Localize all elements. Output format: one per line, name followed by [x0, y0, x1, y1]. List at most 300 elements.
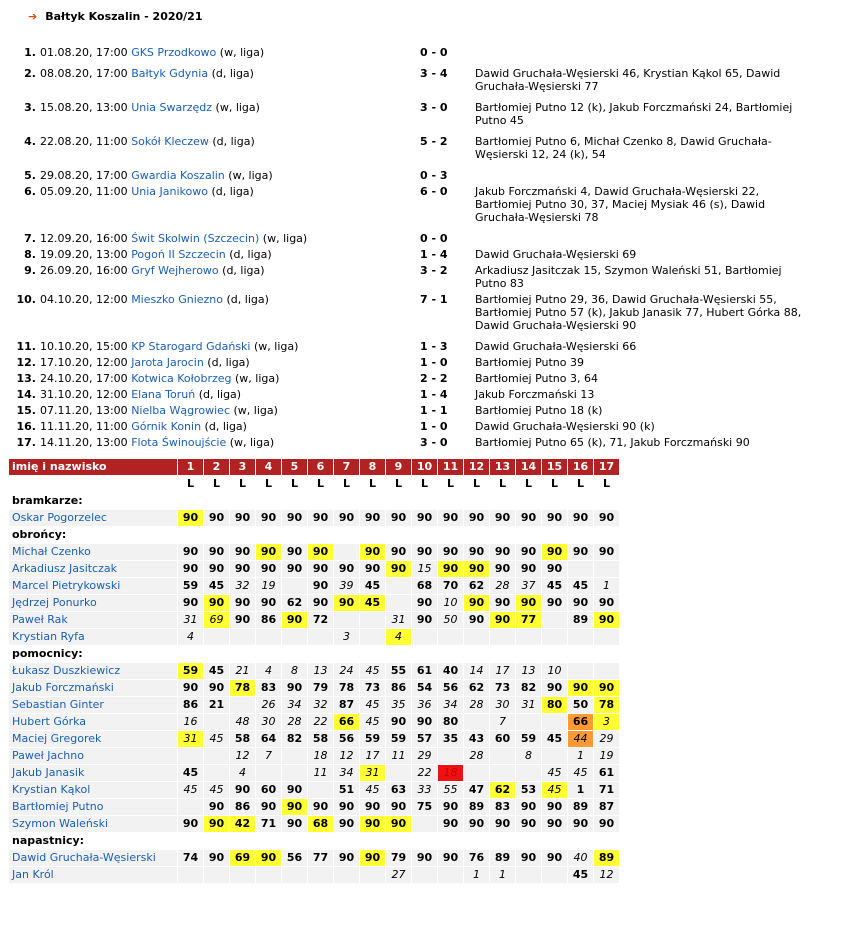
opponent-link[interactable]: Mieszko Gniezno — [131, 293, 224, 306]
minutes-cell: 50 — [438, 612, 463, 628]
minutes-cell — [386, 595, 411, 611]
minutes-cell: 24 — [334, 663, 359, 679]
minutes-cell — [438, 867, 463, 883]
match-number: 11. — [16, 340, 36, 353]
player-name-cell — [9, 697, 177, 713]
match-scorers: Dawid Gruchała-Węsierski 69 — [475, 248, 637, 261]
minutes-cell: 90 — [412, 850, 437, 866]
match-score: 1 - 3 — [420, 340, 448, 353]
minutes-cell: 90 — [282, 799, 307, 815]
minutes-cell: 90 — [334, 816, 359, 832]
match-info — [40, 403, 420, 419]
group-row — [9, 527, 619, 543]
header-match-number: 2 — [204, 459, 229, 475]
match-scorers: Dawid Gruchała-Węsierski 46, Krystian Kąkol 65, Dawid Gruchała-Węsierski 77 — [475, 67, 781, 93]
minutes-cell: 39 — [334, 578, 359, 594]
match-score: 3 - 2 — [420, 264, 448, 277]
minutes-cell — [360, 612, 385, 628]
minutes-cell: 45 — [568, 578, 593, 594]
minutes-cell: 90 — [542, 680, 567, 696]
player-row — [9, 850, 619, 866]
minutes-cell: 87 — [594, 799, 619, 815]
minutes-cell — [204, 714, 229, 730]
minutes-cell: 90 — [178, 680, 203, 696]
match-scorers: Bartłomiej Putno 18 (k) — [475, 404, 603, 417]
minutes-cell: 90 — [542, 510, 567, 526]
minutes-cell: 66 — [334, 714, 359, 730]
minutes-cell: 90 — [360, 561, 385, 577]
header-match-number: 8 — [360, 459, 385, 475]
minutes-cell: 40 — [568, 850, 593, 866]
match-scorers: Jakub Forczmański 13 — [475, 388, 595, 401]
player-name-cell — [9, 680, 177, 696]
minutes-cell — [230, 697, 255, 713]
minutes-cell: 72 — [308, 612, 333, 628]
minutes-cell — [282, 765, 307, 781]
match-row — [14, 387, 805, 403]
match-scorers: Bartłomiej Putno 39 — [475, 356, 584, 369]
player-link[interactable]: Oskar Pogorzelec — [12, 511, 107, 524]
minutes-cell: 57 — [412, 731, 437, 747]
minutes-cell: 58 — [308, 731, 333, 747]
minutes-cell: 13 — [308, 663, 333, 679]
minutes-cell — [386, 765, 411, 781]
match-note: (w, liga) — [259, 232, 308, 245]
minutes-cell: 56 — [282, 850, 307, 866]
match-scorers: Bartłomiej Putno 12 (k), Jakub Forczmański 24, Bartłomiej Putno 45 — [475, 101, 793, 127]
minutes-cell: 90 — [490, 595, 515, 611]
minutes-cell: 4 — [256, 663, 281, 679]
opponent-link[interactable]: Flota Świnoujście — [131, 436, 227, 449]
match-row — [14, 355, 805, 371]
league-marker: L — [342, 477, 350, 490]
player-link[interactable]: Jędrzej Ponurko — [12, 596, 97, 609]
league-marker: L — [394, 477, 402, 490]
match-note: (d, liga) — [225, 248, 272, 261]
match-score: 1 - 4 — [420, 388, 448, 401]
minutes-cell: 90 — [464, 816, 489, 832]
match-score: 0 - 0 — [420, 232, 448, 245]
minutes-cell: 11 — [386, 748, 411, 764]
minutes-cell — [230, 629, 255, 645]
player-link[interactable]: Jakub Forczmański — [12, 681, 114, 694]
minutes-cell: 90 — [386, 714, 411, 730]
minutes-cell: 73 — [360, 680, 385, 696]
minutes-cell: 45 — [568, 867, 593, 883]
opponent-link[interactable]: Unia Janikowo — [131, 185, 208, 198]
minutes-cell: 83 — [256, 680, 281, 696]
minutes-cell: 90 — [282, 816, 307, 832]
minutes-cell: 35 — [438, 731, 463, 747]
minutes-cell: 89 — [568, 799, 593, 815]
match-date: 05.09.20, 11:00 — [40, 185, 132, 198]
minutes-cell: 54 — [412, 680, 437, 696]
league-marker: L — [602, 477, 610, 490]
opponent-link[interactable]: Sokół Kleczew — [131, 135, 209, 148]
minutes-cell — [516, 714, 541, 730]
header-match-number: 1 — [178, 459, 203, 475]
match-note: (w, liga) — [212, 101, 260, 114]
minutes-cell: 90 — [438, 561, 463, 577]
player-link[interactable]: Bartłomiej Putno — [12, 800, 104, 813]
group-label: pomocnicy: — [9, 646, 619, 662]
player-link[interactable]: Jan Król — [12, 868, 54, 881]
minutes-cell — [412, 867, 437, 883]
player-link[interactable]: Krystian Ryfa — [12, 630, 85, 643]
minutes-cell: 90 — [568, 816, 593, 832]
player-row — [9, 714, 619, 730]
minutes-cell: 47 — [464, 782, 489, 798]
match-row — [14, 61, 805, 95]
minutes-cell — [334, 867, 359, 883]
minutes-cell: 68 — [412, 578, 437, 594]
minutes-cell: 12 — [594, 867, 619, 883]
minutes-cell: 90 — [438, 850, 463, 866]
minutes-cell: 90 — [230, 612, 255, 628]
minutes-cell: 1 — [568, 748, 593, 764]
minutes-cell: 4 — [386, 629, 411, 645]
match-number: 5. — [24, 169, 36, 182]
player-name-cell — [9, 867, 177, 883]
minutes-cell: 90 — [412, 510, 437, 526]
minutes-cell: 90 — [256, 544, 281, 560]
minutes-cell: 76 — [464, 850, 489, 866]
minutes-cell: 45 — [568, 765, 593, 781]
match-scorers: Jakub Forczmański 4, Dawid Gruchała-Węsierski 22, Bartłomiej Putno 30, 37, Maciej Mysiak 46 (s), Dawid Gruchała-Węsierski 78 — [475, 185, 766, 224]
opponent-link[interactable]: Gryf Wejherowo — [131, 264, 219, 277]
match-row — [14, 247, 805, 263]
minutes-cell: 90 — [282, 544, 307, 560]
league-row — [9, 476, 619, 492]
minutes-cell: 59 — [386, 731, 411, 747]
minutes-cell: 61 — [412, 663, 437, 679]
minutes-cell — [178, 748, 203, 764]
minutes-cell: 90 — [230, 510, 255, 526]
minutes-cell: 77 — [516, 612, 541, 628]
minutes-cell: 90 — [256, 850, 281, 866]
minutes-cell: 13 — [516, 663, 541, 679]
minutes-cell — [308, 867, 333, 883]
minutes-cell: 45 — [360, 663, 385, 679]
minutes-cell: 64 — [256, 731, 281, 747]
minutes-cell: 45 — [542, 765, 567, 781]
minutes-cell: 77 — [308, 850, 333, 866]
league-marker: L — [498, 477, 506, 490]
match-note: (w, liga) — [250, 340, 299, 353]
match-score: 3 - 4 — [420, 67, 448, 80]
minutes-cell — [568, 663, 593, 679]
minutes-cell: 90 — [412, 714, 437, 730]
minutes-cell: 60 — [490, 731, 515, 747]
league-marker: L — [238, 477, 246, 490]
match-row — [14, 163, 805, 184]
header-match-number: 15 — [542, 459, 567, 475]
opponent-link[interactable]: Nielba Wągrowiec — [131, 404, 230, 417]
minutes-cell: 90 — [256, 595, 281, 611]
minutes-cell: 45 — [542, 782, 567, 798]
match-number: 2. — [24, 67, 36, 80]
minutes-cell: 83 — [490, 799, 515, 815]
player-link[interactable]: Paweł Jachno — [12, 749, 84, 762]
match-note: (d, liga) — [208, 135, 255, 148]
minutes-cell: 22 — [412, 765, 437, 781]
league-marker: L — [290, 477, 298, 490]
minutes-cell — [360, 867, 385, 883]
minutes-cell: 90 — [464, 612, 489, 628]
minutes-cell — [178, 867, 203, 883]
match-note: (w, liga) — [226, 436, 275, 449]
minutes-cell: 90 — [204, 816, 229, 832]
opponent-link[interactable]: Elana Toruń — [131, 388, 196, 401]
minutes-cell: 62 — [490, 782, 515, 798]
minutes-cell: 90 — [438, 510, 463, 526]
minutes-cell: 78 — [594, 697, 619, 713]
minutes-cell: 90 — [282, 561, 307, 577]
player-link[interactable]: Szymon Waleński — [12, 817, 109, 830]
minutes-cell — [490, 629, 515, 645]
match-date: 31.10.20, 12:00 — [40, 388, 132, 401]
minutes-cell — [542, 714, 567, 730]
minutes-cell: 71 — [256, 816, 281, 832]
minutes-cell: 1 — [464, 867, 489, 883]
minutes-cell: 90 — [542, 544, 567, 560]
player-link[interactable]: Paweł Rak — [12, 613, 68, 626]
minutes-cell: 90 — [204, 850, 229, 866]
minutes-cell: 56 — [334, 731, 359, 747]
match-scorers — [475, 45, 805, 61]
minutes-cell: 90 — [412, 595, 437, 611]
player-link[interactable]: Dawid Gruchała-Węsierski — [12, 851, 156, 864]
minutes-cell — [412, 816, 437, 832]
match-note: (w, liga) — [230, 404, 278, 417]
minutes-cell: 90 — [204, 561, 229, 577]
minutes-cell: 89 — [568, 612, 593, 628]
minutes-cell: 34 — [282, 697, 307, 713]
match-score: 3 - 0 — [420, 101, 448, 114]
match-date: 19.09.20, 13:00 — [40, 248, 132, 261]
league-marker: L — [368, 477, 376, 490]
minutes-cell: 90 — [386, 816, 411, 832]
match-number: 1. — [24, 46, 36, 59]
player-row — [9, 612, 619, 628]
match-score: 2 - 2 — [420, 372, 448, 385]
match-row — [14, 371, 805, 387]
group-row — [9, 493, 619, 509]
match-date: 14.11.20, 13:00 — [40, 436, 132, 449]
minutes-cell — [568, 629, 593, 645]
player-row — [9, 867, 619, 883]
match-info — [40, 45, 420, 61]
minutes-cell: 90 — [308, 544, 333, 560]
minutes-cell: 28 — [464, 748, 489, 764]
player-name-cell — [9, 799, 177, 815]
minutes-cell — [594, 561, 619, 577]
minutes-cell: 22 — [308, 714, 333, 730]
match-number: 3. — [24, 101, 36, 114]
minutes-cell: 90 — [204, 544, 229, 560]
minutes-cell: 90 — [516, 544, 541, 560]
player-name-cell — [9, 544, 177, 560]
minutes-cell — [282, 578, 307, 594]
match-info — [40, 61, 420, 95]
minutes-cell: 90 — [516, 510, 541, 526]
match-row — [14, 226, 805, 247]
minutes-cell: 90 — [178, 816, 203, 832]
match-number: 9. — [24, 264, 36, 277]
match-info — [40, 226, 420, 247]
match-note: (d, liga) — [207, 185, 254, 198]
player-name-cell — [9, 765, 177, 781]
minutes-cell: 90 — [490, 612, 515, 628]
league-marker: L — [186, 477, 194, 490]
minutes-cell: 90 — [282, 782, 307, 798]
player-link[interactable]: Maciej Gregorek — [12, 732, 102, 745]
minutes-cell: 90 — [568, 595, 593, 611]
minutes-cell: 90 — [360, 544, 385, 560]
player-row — [9, 765, 619, 781]
player-row — [9, 697, 619, 713]
match-number: 10. — [16, 293, 36, 306]
match-number: 14. — [16, 388, 36, 401]
minutes-cell: 32 — [230, 578, 255, 594]
minutes-cell: 90 — [594, 816, 619, 832]
player-row — [9, 816, 619, 832]
match-score: 0 - 0 — [420, 46, 448, 59]
player-row — [9, 748, 619, 764]
player-link[interactable]: Hubert Górka — [12, 715, 87, 728]
opponent-link[interactable]: Górnik Konin — [131, 420, 202, 433]
match-date: 01.08.20, 17:00 — [40, 46, 132, 59]
match-date: 12.09.20, 16:00 — [40, 232, 132, 245]
match-row — [14, 184, 805, 226]
minutes-cell: 90 — [464, 595, 489, 611]
minutes-cell: 90 — [568, 510, 593, 526]
minutes-cell — [516, 867, 541, 883]
minutes-cell: 45 — [360, 578, 385, 594]
minutes-cell: 90 — [516, 850, 541, 866]
minutes-cell: 90 — [386, 510, 411, 526]
opponent-link[interactable]: Kotwica Kołobrzeg — [131, 372, 232, 385]
minutes-cell: 36 — [412, 697, 437, 713]
match-note: (d, liga) — [223, 293, 269, 306]
minutes-cell: 51 — [334, 782, 359, 798]
minutes-cell: 90 — [464, 544, 489, 560]
minutes-cell: 82 — [282, 731, 307, 747]
minutes-cell: 74 — [178, 850, 203, 866]
opponent-link[interactable]: Jarota Jarocin — [131, 356, 204, 369]
minutes-cell: 90 — [386, 561, 411, 577]
minutes-cell: 29 — [412, 748, 437, 764]
match-date: 10.10.20, 15:00 — [40, 340, 132, 353]
match-date: 08.08.20, 17:00 — [40, 67, 132, 80]
minutes-cell: 7 — [256, 748, 281, 764]
minutes-cell: 90 — [360, 510, 385, 526]
player-link[interactable]: Arkadiusz Jasitczak — [12, 562, 117, 575]
minutes-cell: 43 — [464, 731, 489, 747]
squad-table — [8, 458, 620, 884]
minutes-cell: 90 — [438, 816, 463, 832]
minutes-cell: 90 — [412, 612, 437, 628]
player-link[interactable]: Łukasz Duszkiewicz — [12, 664, 121, 677]
opponent-link[interactable]: Pogoń II Szczecin — [131, 248, 226, 261]
minutes-cell: 16 — [178, 714, 203, 730]
minutes-cell: 45 — [178, 765, 203, 781]
match-info — [40, 435, 420, 451]
page-title: ➔ Bałtyk Koszalin - 2020/21 — [28, 10, 203, 23]
match-scorers: Bartłomiej Putno 6, Michał Czenko 8, Dawid Gruchała-Węsierski 12, 24 (k), 54 — [475, 135, 772, 161]
opponent-link[interactable]: KP Starogard Gdański — [131, 340, 251, 353]
league-marker: L — [316, 477, 324, 490]
minutes-cell: 19 — [594, 748, 619, 764]
opponent-link[interactable]: Unia Swarzędz — [131, 101, 213, 114]
squad-header-row — [9, 459, 619, 475]
player-link[interactable]: Krystian Kąkol — [12, 783, 91, 796]
minutes-cell — [204, 629, 229, 645]
minutes-cell — [308, 782, 333, 798]
minutes-cell: 3 — [594, 714, 619, 730]
match-date: 29.08.20, 17:00 — [40, 169, 132, 182]
player-row — [9, 782, 619, 798]
minutes-cell — [282, 748, 307, 764]
minutes-cell: 90 — [542, 561, 567, 577]
minutes-cell — [204, 765, 229, 781]
minutes-cell: 34 — [334, 765, 359, 781]
match-note: (w, liga) — [224, 169, 273, 182]
match-scorers — [475, 163, 805, 184]
match-info — [40, 129, 420, 163]
minutes-cell: 90 — [282, 510, 307, 526]
opponent-link[interactable]: GKS Przodkowo — [131, 46, 217, 59]
opponent-link[interactable]: Świt Skolwin (Szczecin) — [131, 232, 260, 245]
match-score: 7 - 1 — [420, 293, 448, 306]
minutes-cell: 60 — [256, 782, 281, 798]
minutes-cell: 90 — [490, 510, 515, 526]
header-match-number: 6 — [308, 459, 333, 475]
header-match-number: 13 — [490, 459, 515, 475]
minutes-cell — [204, 867, 229, 883]
minutes-cell: 58 — [230, 731, 255, 747]
match-row — [14, 403, 805, 419]
minutes-cell: 79 — [308, 680, 333, 696]
opponent-link[interactable]: Gwardia Koszalin — [131, 169, 225, 182]
minutes-cell: 86 — [386, 680, 411, 696]
player-link[interactable]: Jakub Janasik — [12, 766, 85, 779]
match-date: 15.08.20, 13:00 — [40, 101, 132, 114]
player-name-cell — [9, 595, 177, 611]
minutes-cell: 21 — [204, 697, 229, 713]
player-link[interactable]: Marcel Pietrykowski — [12, 579, 121, 592]
player-link[interactable]: Sebastian Ginter — [12, 698, 104, 711]
minutes-cell: 90 — [594, 510, 619, 526]
minutes-cell: 4 — [230, 765, 255, 781]
minutes-cell: 86 — [230, 799, 255, 815]
match-info — [40, 247, 420, 263]
minutes-cell — [438, 748, 463, 764]
match-row — [14, 419, 805, 435]
player-link[interactable]: Michał Czenko — [12, 545, 91, 558]
player-name-cell — [9, 663, 177, 679]
match-scorers: Bartłomiej Putno 65 (k), 71, Jakub Forczmański 90 — [475, 436, 750, 449]
league-marker: L — [472, 477, 480, 490]
minutes-cell — [256, 629, 281, 645]
group-label: napastnicy: — [9, 833, 619, 849]
minutes-cell: 62 — [464, 578, 489, 594]
minutes-cell: 45 — [360, 714, 385, 730]
match-info — [40, 371, 420, 387]
minutes-cell: 68 — [308, 816, 333, 832]
opponent-link[interactable]: Bałtyk Gdynia — [131, 67, 209, 80]
minutes-cell: 18 — [438, 765, 463, 781]
